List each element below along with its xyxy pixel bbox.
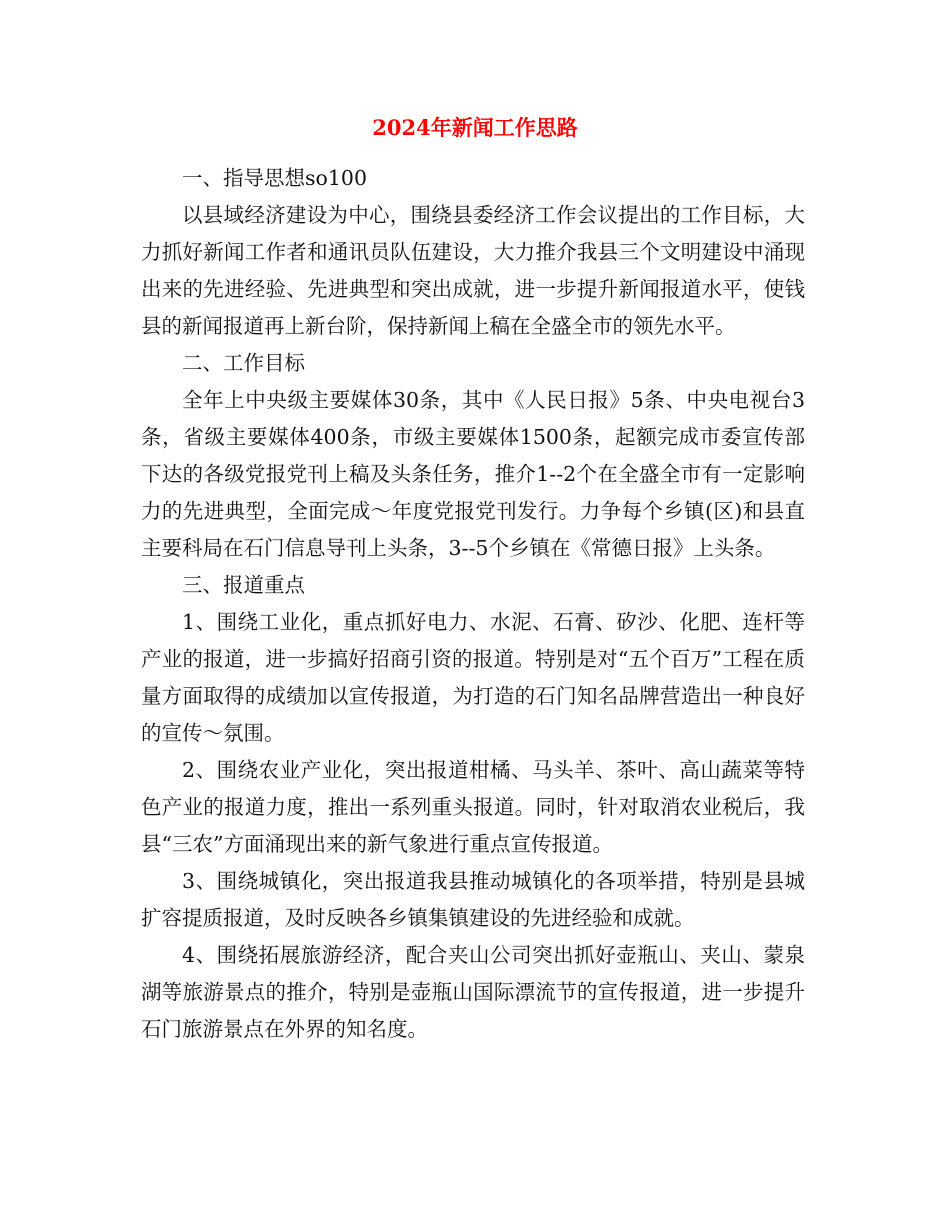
- document-title: 2024年新闻工作思路: [372, 115, 578, 140]
- paragraph-industrialization: 1、围绕工业化，重点抓好电力、水泥、石膏、矽沙、化肥、连杆等产业的报道，进一步搞好招商引资的报道。特别是对“五个百万”工程在质量方面取得的成绩加以宣传报道，为打造的石门知名品牌营造出一种良好的宣传～氛围。: [141, 610, 805, 745]
- paragraph-urbanization: 3、围绕城镇化，突出报道我县推动城镇化的各项举措，特别是县城扩容提质报道，及时反映各乡镇集镇建设的先进经验和成就。: [141, 869, 805, 930]
- paragraph-work-goals: 全年上中央级主要媒体30条，其中《人民日报》5条、中央电视台3条，省级主要媒体400条，市级主要媒体1500条，起额完成市委宣传部下达的各级党报党刊上稿及头条任务，推介1--2个在全盛全市有一定影响力的先进典型，全面完成～年度党报党刊发行。力争每个乡镇(区)和县直主要科局在石门信息导刊上头条，3--5个乡镇在《常德日报》上头条。: [141, 388, 805, 560]
- section-heading-work-goals: 二、工作目标: [182, 351, 305, 375]
- paragraph-tourism: 4、围绕拓展旅游经济，配合夹山公司突出抓好壶瓶山、夹山、蒙泉湖等旅游景点的推介，特别是壶瓶山国际漂流节的宣传报道，进一步提升石门旅游景点在外界的知名度。: [141, 943, 805, 1041]
- paragraph-agriculture: 2、围绕农业产业化，突出报道柑橘、马头羊、茶叶、高山蔬菜等特色产业的报道力度，推出一系列重头报道。同时，针对取消农业税后，我县“三农”方面涌现出来的新气象进行重点宣传报道。: [141, 758, 805, 856]
- paragraph-guiding-ideology: 以县域经济建设为中心，围绕县委经济工作会议提出的工作目标，大力抓好新闻工作者和通讯员队伍建设，大力推介我县三个文明建设中涌现出来的先进经验、先进典型和突出成就，进一步提升新闻报道水平，使钱县的新闻报道再上新台阶，保持新闻上稿在全盛全市的领先水平。: [141, 203, 805, 338]
- section-heading-guiding-ideology: 一、指导思想so100: [182, 166, 367, 190]
- document-body: [141, 160, 805, 1048]
- section-heading-reporting-focus: 三、报道重点: [182, 573, 305, 597]
